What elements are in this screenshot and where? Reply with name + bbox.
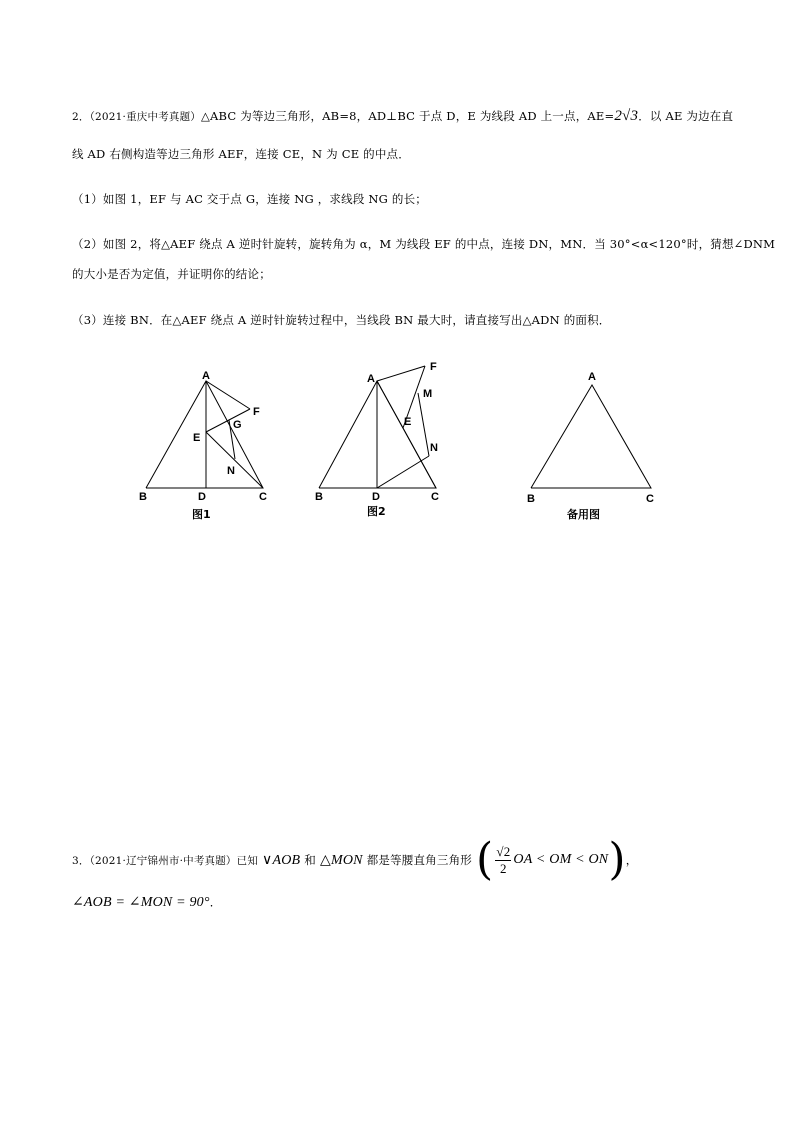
fig2-segment-ae — [377, 381, 403, 428]
fig1-label-e: E — [193, 432, 201, 444]
fig1-segment-ef — [206, 409, 250, 432]
right-paren: ) — [608, 834, 626, 885]
problem2-line1 — [72, 108, 733, 125]
fig1-segment-ec — [206, 432, 263, 488]
problem3-source: 3．（2021·辽宁锦州市·中考真题）已知 — [72, 854, 259, 867]
fig2-segment-ec — [403, 428, 436, 488]
fig2-label-f: F — [430, 361, 437, 373]
left-paren: ( — [476, 834, 494, 885]
problem3-period: ． — [209, 895, 222, 909]
problem3-statement: 都是等腰直角三角形 — [366, 853, 472, 867]
problem3-comma: ， — [625, 853, 638, 867]
condition-group — [476, 834, 626, 885]
condition-inequality: OA < OM < ON — [513, 852, 609, 867]
problem2-statement: △ABC 为等边三角形，AB=8，AD⊥BC 于点 D，E 为线段 AD 上一点，AE= — [201, 109, 615, 123]
fig2-label-a: A — [367, 373, 375, 385]
fig2-segment-dn — [377, 456, 429, 488]
fig1-label-n: N — [227, 465, 235, 477]
figure-2 — [319, 366, 436, 488]
fig1-triangle-abc — [146, 381, 263, 488]
problem3-and: 和 — [304, 853, 316, 867]
fig2-segment-mn — [418, 393, 429, 456]
fig3-label-a: A — [588, 371, 596, 383]
fig2-caption: 图2 — [367, 505, 386, 518]
fraction-numerator: √2 — [496, 843, 511, 859]
figures-panel — [0, 355, 794, 535]
fig3-triangle-abc — [531, 385, 651, 488]
ae-value: 2√3 — [614, 108, 639, 124]
problem2-part2-line1: （2）如图 2，将△AEF 绕点 A 逆时针旋转，旋转角为 α，M 为线段 EF 的中点，连接 DN，MN．当 30°<α<120°时，猜想∠DNM — [72, 237, 776, 251]
fig2-label-n: N — [430, 442, 438, 454]
fig2-label-c: C — [431, 491, 439, 503]
fig2-label-m: M — [423, 388, 433, 400]
fig2-label-b: B — [315, 491, 323, 503]
fig2-segment-af — [377, 366, 425, 381]
problem3-line2 — [72, 894, 221, 911]
problem2-part2-line2: 的大小是否为定值，并证明你的结论； — [72, 267, 271, 281]
fraction — [495, 844, 511, 877]
problem2-part1: （1）如图 1，EF 与 AC 交于点 G，连接 NG ，求线段 NG 的长； — [72, 192, 427, 206]
fig1-label-a: A — [202, 370, 210, 382]
triangle-aob: ∨AOB — [262, 852, 301, 868]
fig2-label-d: D — [372, 491, 380, 503]
fig1-label-c: C — [259, 491, 267, 503]
fig1-segment-af — [206, 381, 250, 409]
problem2-line2: 线 AD 右侧构造等边三角形 AEF，连接 CE，N 为 CE 的中点． — [72, 147, 410, 161]
fig1-label-b: B — [139, 491, 147, 503]
problem2-source: 2．（2021·重庆中考真题） — [72, 111, 201, 123]
fig3-caption: 备用图 — [567, 508, 600, 521]
problem2-part3: （3）连接 BN．在△AEF 绕点 A 逆时针旋转过程中，当线段 BN 最大时，请直接写出△ADN 的面积． — [72, 313, 611, 327]
angle-equation: ∠AOB = ∠MON = 90° — [72, 895, 210, 910]
fig3-label-c: C — [646, 493, 654, 505]
problem3-line1 — [72, 834, 638, 885]
fig2-label-e: E — [404, 416, 412, 428]
fig3-label-b: B — [527, 493, 535, 505]
fig1-label-f: F — [253, 406, 260, 418]
figure-1 — [146, 381, 263, 488]
triangle-mon: △MON — [320, 852, 363, 868]
figure-3 — [531, 385, 651, 488]
fig1-label-d: D — [198, 491, 206, 503]
problem2-statement-end: ．以 AE 为边在直 — [638, 109, 734, 123]
fig1-label-g: G — [233, 419, 242, 431]
fig1-caption: 图1 — [192, 508, 211, 521]
fraction-denominator: 2 — [500, 860, 507, 876]
